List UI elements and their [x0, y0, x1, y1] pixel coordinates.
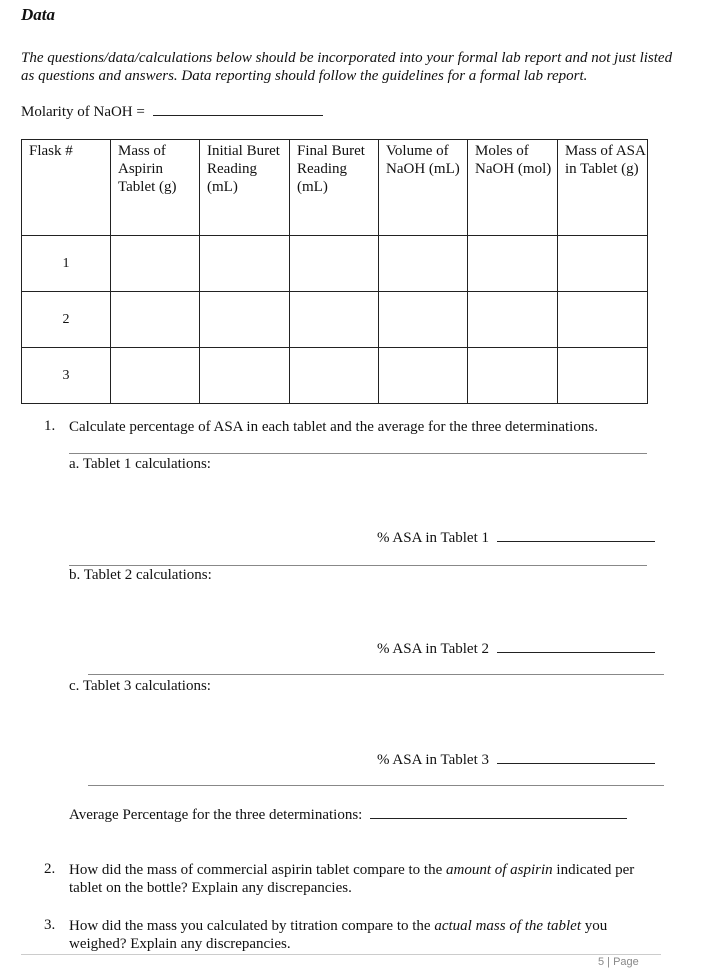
table-cell[interactable] — [111, 348, 200, 404]
table-cell[interactable] — [200, 236, 290, 292]
table-cell[interactable] — [290, 236, 379, 292]
asa-tablet-3-field — [377, 751, 655, 769]
col-header-volume-naoh: Volume of NaOH (mL) — [379, 140, 468, 236]
average-blank[interactable] — [370, 806, 627, 819]
table-cell[interactable] — [379, 236, 468, 292]
asa-tablet-3-label: % ASA in Tablet 3 — [377, 752, 490, 768]
col-header-mass-aspirin: Mass of Aspirin Tablet (g) — [111, 140, 200, 236]
footer-divider — [21, 954, 661, 955]
table-cell[interactable] — [468, 348, 558, 404]
question-3-number: 3. — [44, 917, 56, 933]
table-row — [22, 348, 648, 404]
data-table — [21, 139, 648, 404]
question-1-text: Calculate percentage of ASA in each tablet and the average for the three determinations. — [69, 419, 598, 435]
answer-line — [69, 453, 647, 454]
section-heading: Data — [21, 5, 55, 24]
asa-tablet-3-blank[interactable] — [497, 751, 655, 764]
col-header-final-reading: Final Buret Reading (mL) — [290, 140, 379, 236]
question-2-emphasis: amount of aspirin — [445, 862, 553, 878]
tablet-1-calc-label: a. Tablet 1 calculations: — [69, 456, 211, 472]
flask-number: 2 — [22, 292, 111, 348]
table-cell[interactable] — [558, 292, 648, 348]
col-header-moles-naoh: Moles of NaOH (mol) — [468, 140, 558, 236]
table-cell[interactable] — [379, 348, 468, 404]
table-cell[interactable] — [468, 236, 558, 292]
flask-number: 3 — [22, 348, 111, 404]
col-header-initial-reading: Initial Buret Reading (mL) — [200, 140, 290, 236]
question-2-text — [69, 861, 659, 897]
table-header-row — [22, 140, 648, 236]
tablet-2-calc-label: b. Tablet 2 calculations: — [69, 567, 212, 583]
answer-line — [69, 565, 647, 566]
table-cell[interactable] — [290, 292, 379, 348]
tablet-3-calc-label: c. Tablet 3 calculations: — [69, 678, 211, 694]
table-cell[interactable] — [111, 236, 200, 292]
table-cell[interactable] — [558, 348, 648, 404]
asa-tablet-1-blank[interactable] — [497, 529, 655, 542]
table-row — [22, 236, 648, 292]
table-cell[interactable] — [468, 292, 558, 348]
question-3-text — [69, 917, 659, 953]
answer-line — [88, 785, 664, 786]
asa-tablet-1-label: % ASA in Tablet 1 — [377, 530, 490, 546]
page-number: 5 | Page — [598, 956, 639, 968]
average-field — [69, 806, 627, 824]
average-label: Average Percentage for the three determinations: — [69, 807, 363, 823]
asa-tablet-2-blank[interactable] — [497, 640, 655, 653]
table-cell[interactable] — [379, 292, 468, 348]
table-cell[interactable] — [558, 236, 648, 292]
col-header-flask: Flask # — [22, 140, 111, 236]
asa-tablet-2-field — [377, 640, 655, 658]
intro-paragraph: The questions/data/calculations below should be incorporated into your formal lab report and not just listed as questions and answers. Data reporting should follow the guidelines for a formal lab report. — [21, 50, 673, 84]
table-cell[interactable] — [111, 292, 200, 348]
answer-line — [88, 674, 664, 675]
table-cell[interactable] — [290, 348, 379, 404]
molarity-label: Molarity of NaOH = — [21, 104, 145, 120]
question-3-text-after: you weighed? Explain any discrepancies. — [69, 918, 608, 952]
asa-tablet-1-field — [377, 529, 655, 547]
question-2-text-before: How did the mass of commercial aspirin tablet compare to the — [69, 862, 446, 878]
asa-tablet-2-label: % ASA in Tablet 2 — [377, 641, 490, 657]
col-header-mass-asa: Mass of ASA in Tablet (g) — [558, 140, 648, 236]
flask-number: 1 — [22, 236, 111, 292]
question-3-text-before: How did the mass you calculated by titration compare to the — [69, 918, 435, 934]
question-1-number: 1. — [44, 418, 56, 434]
table-cell[interactable] — [200, 292, 290, 348]
question-3-emphasis: actual mass of the tablet — [434, 918, 581, 934]
molarity-field — [21, 103, 323, 121]
question-2-text-after: indicated per tablet on the bottle? Explain any discrepancies. — [69, 862, 635, 896]
molarity-blank[interactable] — [153, 103, 323, 116]
table-cell[interactable] — [200, 348, 290, 404]
question-2-number: 2. — [44, 861, 56, 877]
table-row — [22, 292, 648, 348]
